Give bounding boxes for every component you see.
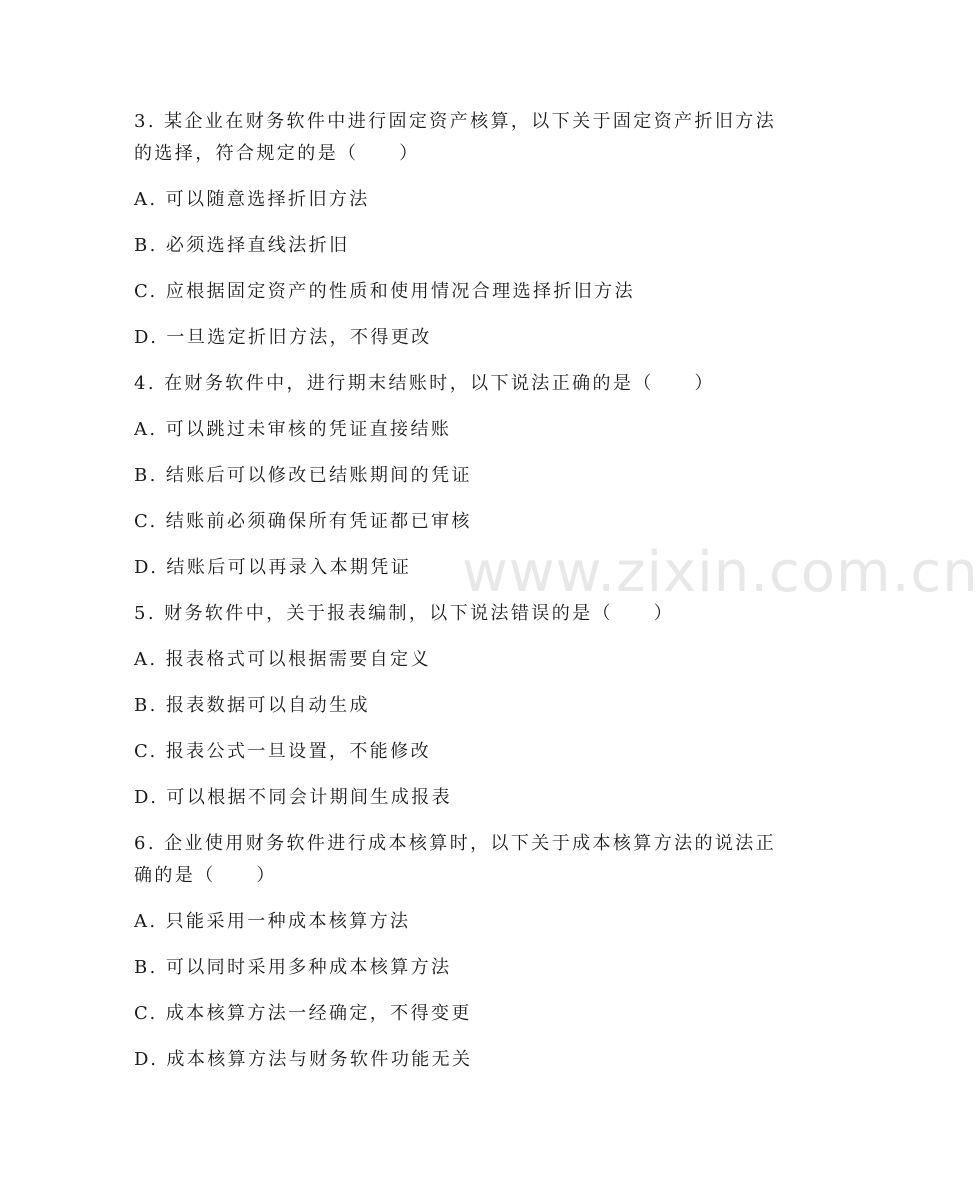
option-c: C. 结账前必须确保所有凭证都已审核 xyxy=(134,511,472,532)
question-stem: 6. 企业使用财务软件进行成本核算时，以下关于成本核算方法的说法正确的是（ ） xyxy=(134,833,777,886)
option-c: C. 应根据固定资产的性质和使用情况合理选择折旧方法 xyxy=(134,281,635,302)
option-a: A. 可以跳过未审核的凭证直接结账 xyxy=(134,419,452,440)
option-b: B. 必须选择直线法折旧 xyxy=(134,235,350,256)
option-b: B. 报表数据可以自动生成 xyxy=(134,695,370,716)
option-b: B. 结账后可以修改已结账期间的凭证 xyxy=(134,465,472,486)
option-a: A. 可以随意选择折旧方法 xyxy=(134,189,370,210)
option-d: D. 可以根据不同会计期间生成报表 xyxy=(134,787,453,808)
option-d: D. 成本核算方法与财务软件功能无关 xyxy=(134,1049,473,1070)
question-stem: 5. 财务软件中，关于报表编制，以下说法错误的是（ ） xyxy=(134,603,675,624)
option-c: C. 报表公式一旦设置，不能修改 xyxy=(134,741,431,762)
option-c: C. 成本核算方法一经确定，不得变更 xyxy=(134,1003,472,1024)
question-stem: 3. 某企业在财务软件中进行固定资产核算，以下关于固定资产折旧方法的选择，符合规定的是（ ） xyxy=(134,111,777,164)
option-d: D. 一旦选定折旧方法，不得更改 xyxy=(134,327,432,348)
question-stem: 4. 在财务软件中，进行期末结账时，以下说法正确的是（ ） xyxy=(134,373,715,394)
option-a: A. 报表格式可以根据需要自定义 xyxy=(134,649,431,670)
option-b: B. 可以同时采用多种成本核算方法 xyxy=(134,957,452,978)
option-a: A. 只能采用一种成本核算方法 xyxy=(134,911,411,932)
watermark-text: www.zixin.com.cn xyxy=(462,540,979,605)
question-list xyxy=(134,106,784,1090)
option-d: D. 结账后可以再录入本期凭证 xyxy=(134,557,412,578)
